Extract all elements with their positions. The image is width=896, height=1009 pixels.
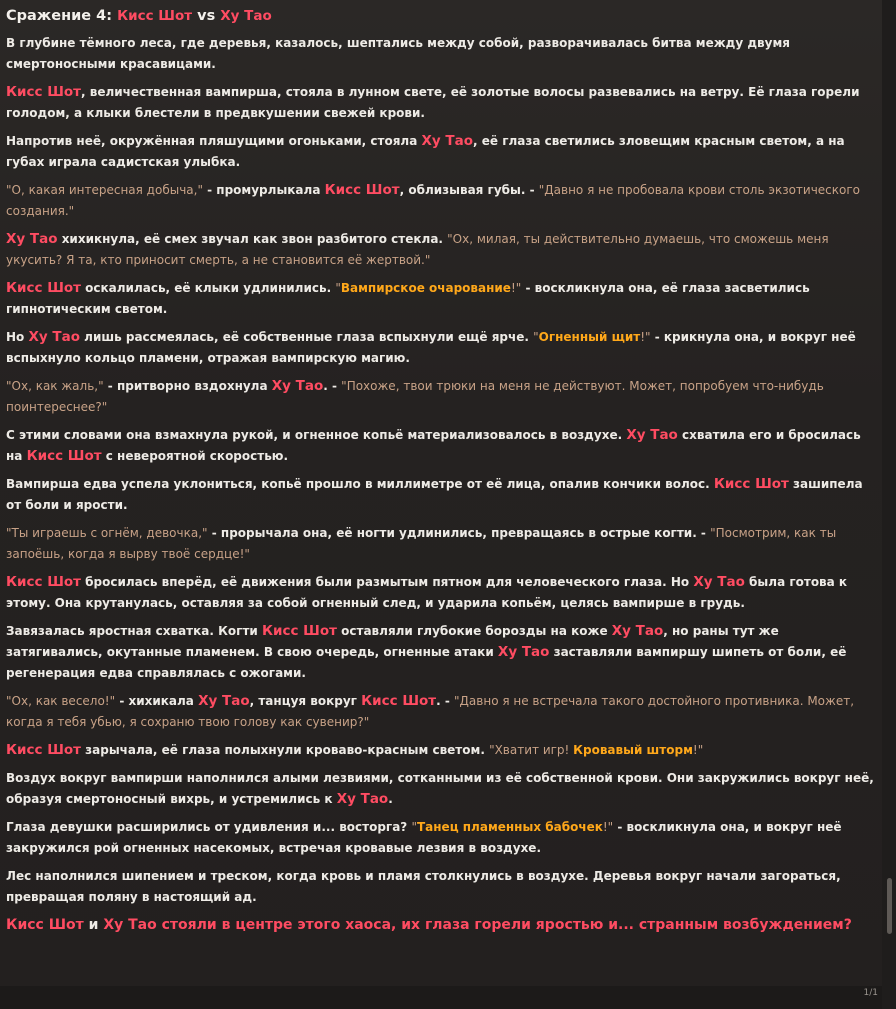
paragraph: "Ох, как весело!" - хихикала Ху Тао, танцуя вокруг Кисс Шот. - "Давно я не встречала такого достойного противника. Может, когда я тебя убью, я сохраню твою голову как сувенир?"	[6, 693, 855, 729]
scrollbar-thumb[interactable]	[887, 878, 892, 934]
paragraph: "Ох, как жаль," - притворно вздохнула Ху Тао. - "Похоже, твои трюки на меня не действуют. Может, попробуем что-нибудь поинтереснее?"	[6, 378, 824, 414]
paragraph: Кисс Шот бросилась вперёд, её движения были размытым пятном для человеческого глаза. Но Ху Тао была готова к этому. Она крутанулась, оставляя за собой огненный след, и ударила копьём, целясь вампирше в грудь.	[6, 574, 848, 610]
character-name: Кисс Шот	[361, 693, 437, 709]
paragraph: "Ты играешь с огнём, девочка," - прорычала она, её ногти удлинились, превращаясь в острые когти. - "Посмотрим, как ты запоёшь, когда я вырву твоё сердце!"	[6, 526, 837, 561]
paragraph: Кисс Шот, величественная вампирша, стояла в лунном свете, её золотые волосы развевались на ветру. Её глаза горели голодом, а клыки блестели в предвкушении свежей крови.	[6, 84, 860, 120]
scrollbar-track[interactable]	[882, 0, 896, 1009]
page-counter: 1/1	[863, 988, 878, 998]
character-name: Ху Тао	[626, 427, 678, 443]
character-name: Кисс Шот	[713, 476, 789, 492]
final-paragraph: Кисс Шот и Ху Тао стояли в центре этого хаоса, их глаза горели яростью и... странным возбуждением?	[6, 917, 852, 933]
character-name: Кисс Шот	[26, 448, 102, 464]
paragraph: Кисс Шот оскалилась, её клыки удлинились. "Вампирское очарование!" - воскликнула она, её глаза засветились гипнотическим светом.	[6, 280, 810, 316]
dialogue-quote: "Ох, милая, ты действительно думаешь, что сможешь меня укусить? Я та, кто приносит смерть, а не становится её жертвой."	[6, 232, 829, 267]
character-name: Ху Тао	[421, 133, 473, 149]
skill-name: Огненный щит	[538, 330, 641, 344]
paragraph: Но Ху Тао лишь рассмеялась, её собственные глаза вспыхнули ещё ярче. "Огненный щит!" - крикнула она, и вокруг неё вспыхнуло кольцо пламени, отражая вампирскую магию.	[6, 329, 856, 365]
character-name: Кисс Шот	[324, 182, 400, 198]
paragraph: В глубине тёмного леса, где деревья, казалось, шептались между собой, разворачивалась битва между двумя смертоносными красавицами.	[6, 36, 790, 71]
paragraph: Вампирша едва успела уклониться, копьё прошло в миллиметре от её лица, опалив кончики волос. Кисс Шот зашипела от боли и ярости.	[6, 476, 863, 512]
dialogue-quote: "Давно я не пробовала крови столь экзотического создания."	[6, 183, 861, 218]
character-name: Ху Тао	[28, 329, 80, 345]
skill-name: Танец пламенных бабочек	[416, 820, 603, 834]
paragraph: Ху Тао хихикнула, её смех звучал как звон разбитого стекла. "Ох, милая, ты действительно думаешь, что сможешь меня укусить? Я та, кто приносит смерть, а не становится её жертвой."	[6, 231, 829, 267]
character-name: Кисс Шот	[261, 623, 337, 639]
character-name: Ху Тао	[693, 574, 745, 590]
character-name: Ху Тао	[103, 917, 157, 933]
character-name: Кисс Шот	[6, 917, 84, 933]
character-name: Кисс Шот	[6, 574, 81, 590]
footer-bar	[0, 986, 882, 1009]
dialogue-quote: "Давно я не встречала такого достойного противника. Может, когда я тебя убью, я сохраню твою голову как сувенир?"	[6, 694, 855, 729]
character-name: Ху Тао	[611, 623, 664, 639]
fighter-name: Ху Тао	[220, 8, 272, 24]
dialogue-quote: "Посмотрим, как ты запоёшь, когда я вырву твоё сердце!"	[6, 526, 837, 561]
character-name: Ху Тао	[497, 644, 550, 660]
dialogue-quote: "Похоже, твои трюки на меня не действуют. Может, попробуем что-нибудь поинтереснее?"	[6, 379, 824, 414]
character-name: Ху Тао	[198, 693, 250, 709]
paragraph: "О, какая интересная добыча," - промурлыкала Кисс Шот, облизывая губы. - "Давно я не пробовала крови столь экзотического создания."	[6, 182, 861, 218]
paragraph: Завязалась яростная схватка. Когти Кисс Шот оставляли глубокие борозды на коже Ху Тао, но раны тут же затягивались, окутанные пламенем. В свою очередь, огненные атаки Ху Тао заставляли вампиршу шипеть от боли, её регенерация едва справлялась с ожогами.	[6, 623, 847, 680]
dialogue-quote: "Ты играешь с огнём, девочка,"	[6, 526, 208, 540]
dialogue-quote: "О, какая интересная добыча,"	[6, 183, 203, 197]
paragraph: Кисс Шот зарычала, её глаза полыхнули кроваво-красным светом. "Хватит игр! Кровавый шторм!"	[6, 742, 704, 758]
paragraph: Напротив неё, окружённая пляшущими огоньками, стояла Ху Тао, её глаза светились зловещим красным светом, а на губах играла садистская улыбка.	[6, 133, 845, 169]
battle-title: Сражение 4: Кисс Шот vs Ху Тао	[6, 8, 272, 24]
paragraph: Глаза девушки расширились от удивления и... восторга? "Танец пламенных бабочек!" - воскликнула она, и вокруг неё закружился рой огненных насекомых, встречая кровавые лезвия в воздухе.	[6, 820, 842, 855]
character-name: Кисс Шот	[6, 280, 81, 296]
paragraph: С этими словами она взмахнула рукой, и огненное копьё материализовалось в воздухе. Ху Тао схватила его и бросилась на Кисс Шот с невероятной скоростью.	[6, 427, 861, 464]
character-name: Ху Тао	[6, 231, 58, 247]
character-name: Кисс Шот	[6, 742, 81, 758]
character-name: Ху Тао	[336, 791, 389, 807]
fighter-name: Кисс Шот	[117, 8, 193, 24]
skill-name: Вампирское очарование	[340, 281, 511, 295]
character-name: Ху Тао	[271, 378, 324, 394]
paragraph: Лес наполнился шипением и треском, когда кровь и пламя столкнулись в воздухе. Деревья вокруг начали загораться, превращая поляну в настоящий ад.	[6, 869, 841, 904]
character-name: Кисс Шот	[6, 84, 81, 100]
dialogue-quote: "Ох, как жаль,"	[6, 379, 104, 393]
dialogue-quote: "Ох, как весело!"	[6, 694, 116, 708]
skill-name: Кровавый шторм	[573, 743, 693, 757]
paragraph: Воздух вокруг вампирши наполнился алыми лезвиями, сотканными из её собственной крови. Они закружились вокруг неё, образуя смертоносный вихрь, и устремились к Ху Тао.	[6, 771, 874, 807]
